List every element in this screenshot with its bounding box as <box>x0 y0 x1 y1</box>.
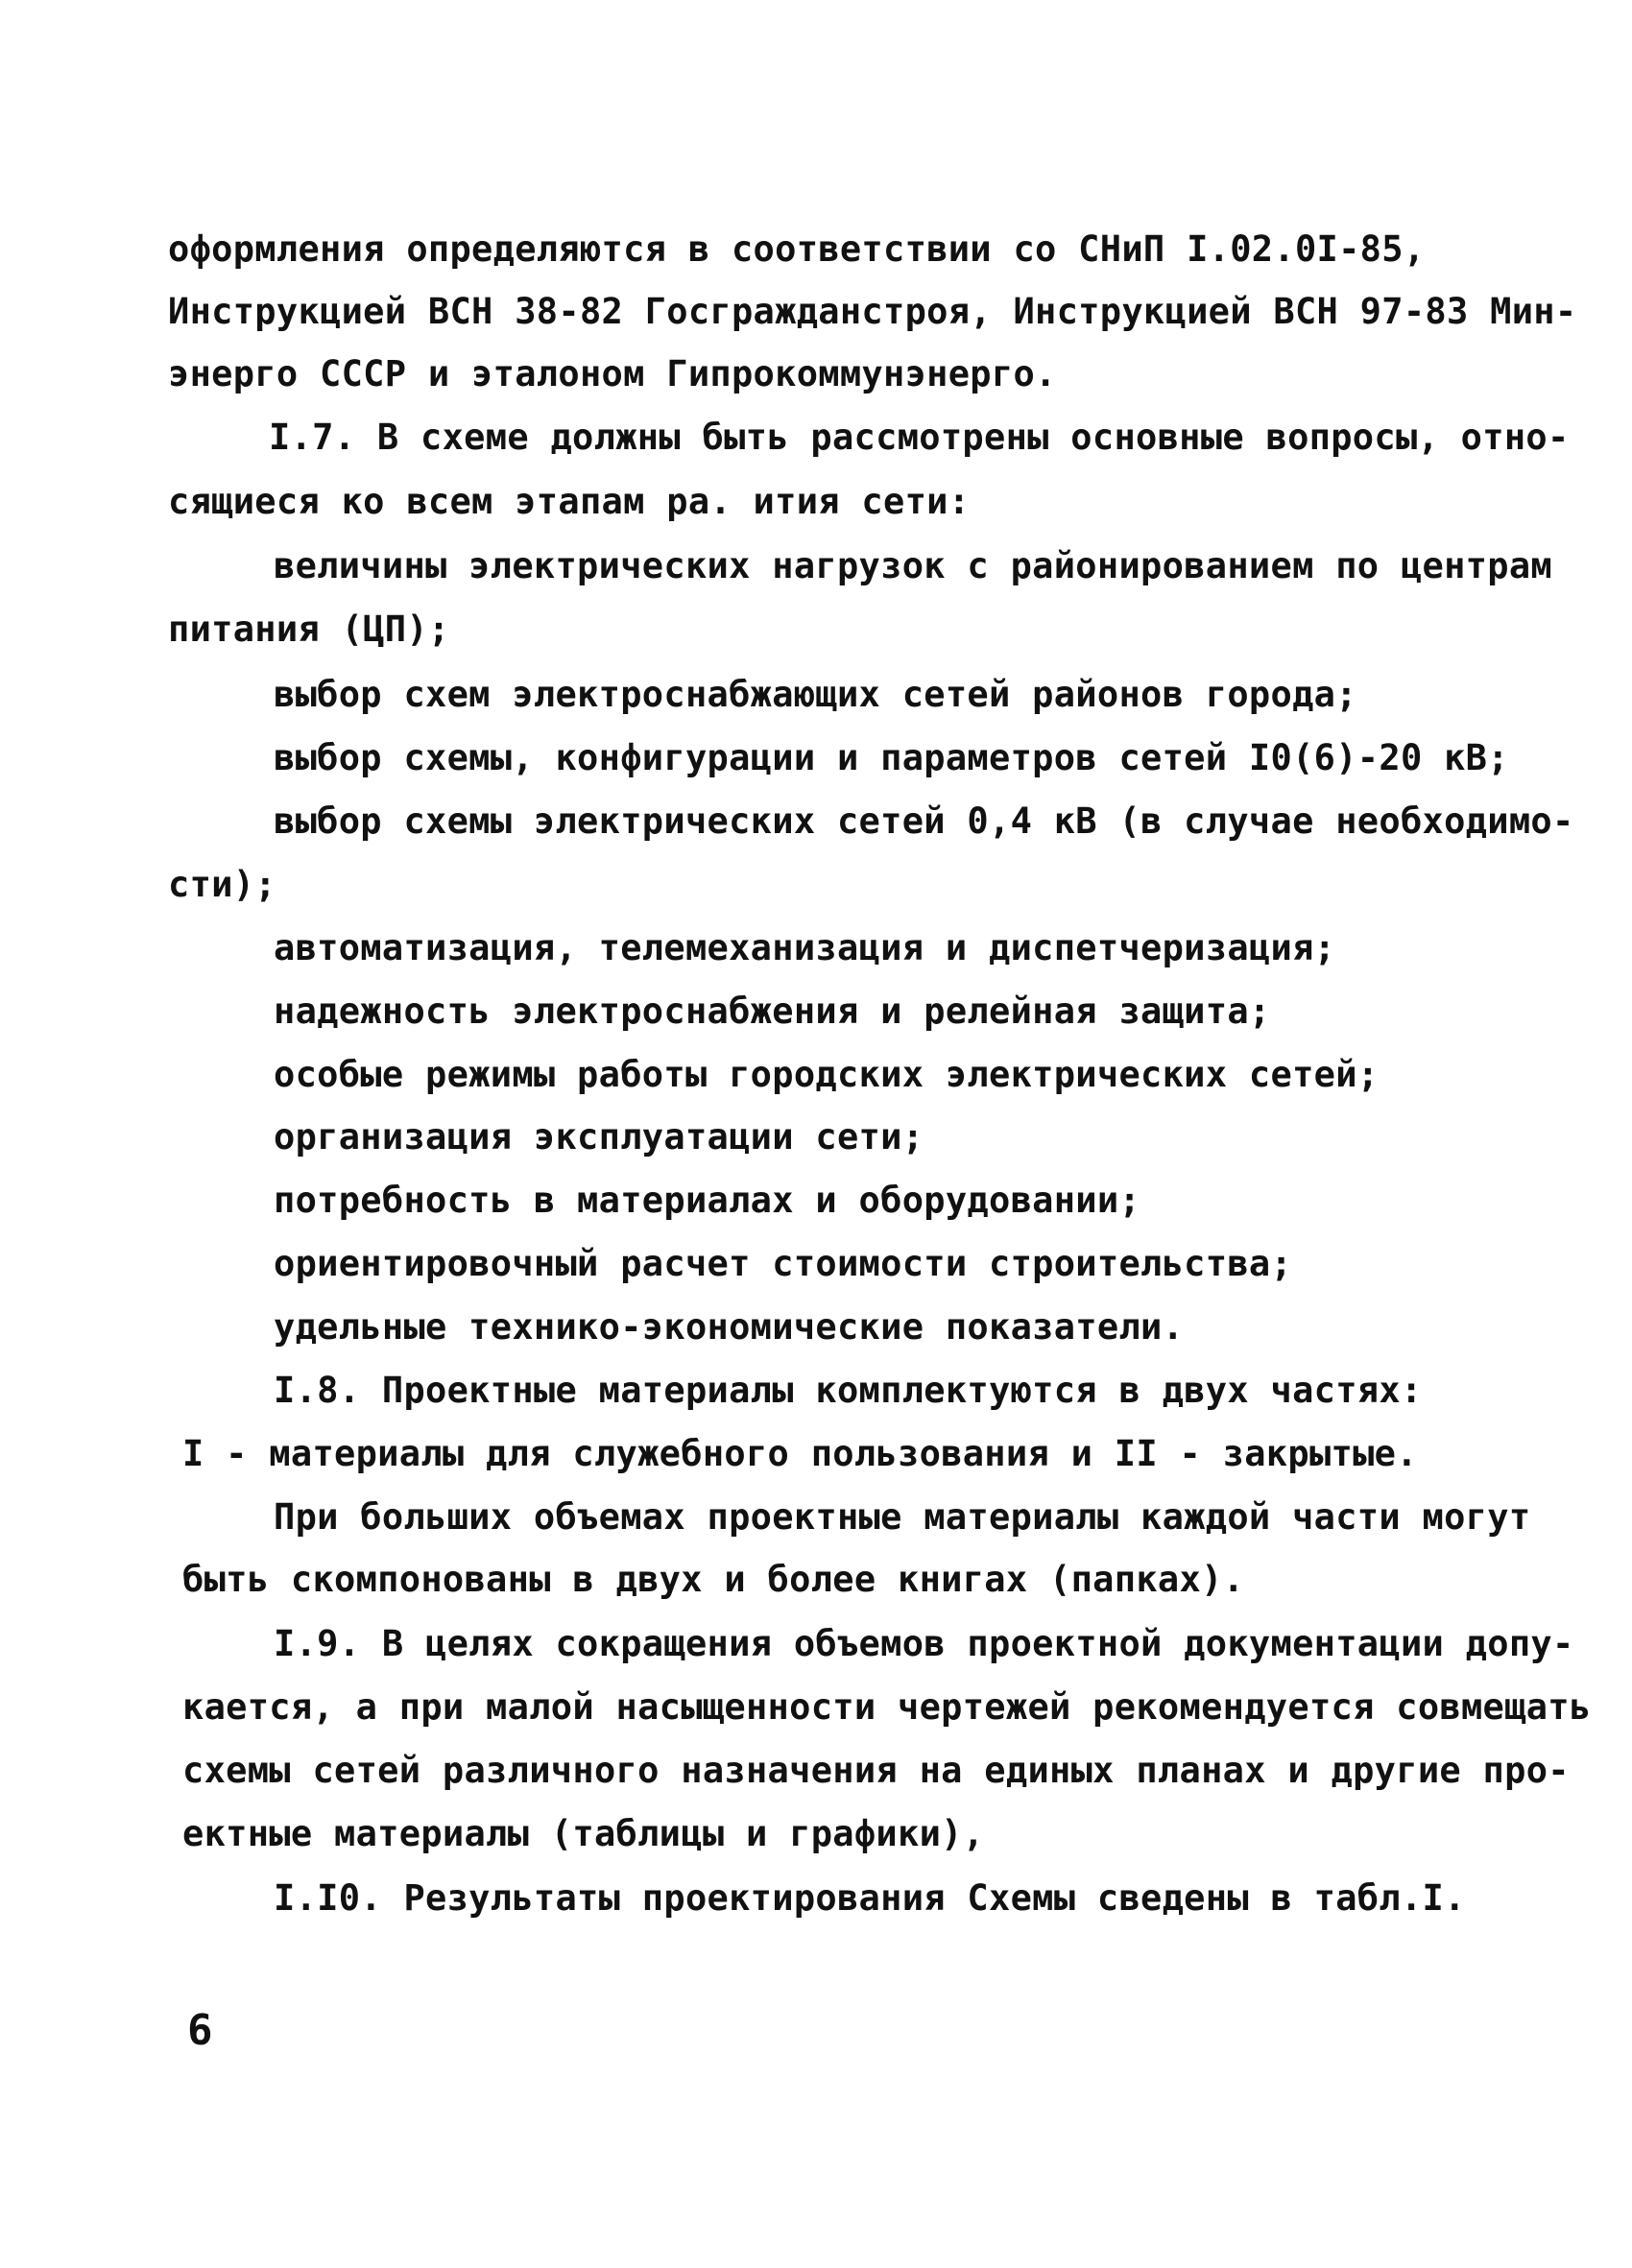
text-line: выбор схем электроснабжающих сетей районов города; <box>274 674 1357 715</box>
text-line: оформления определяются в соответствии со СНиП I.02.0I-85, <box>168 228 1426 270</box>
text-line: ектные материалы (таблицы и графики), <box>182 1813 985 1854</box>
text-line: особые режимы работы городских электрических сетей; <box>274 1054 1380 1095</box>
text-line: кается, а при малой насыщенности чертежей рекомендуется совмещать <box>182 1686 1592 1728</box>
text-line: I - материалы для служебного пользования и II - закрытые. <box>182 1433 1418 1474</box>
text-line: I.9. В целях сокращения объемов проектной документации допу- <box>274 1623 1574 1664</box>
text-line: питания (ЦП); <box>168 609 450 650</box>
text-line: I.7. В схеме должны быть рассмотрены основные вопросы, отно- <box>269 417 1570 458</box>
page-number: 6 <box>187 2006 213 2055</box>
text-line: потребность в материалах и оборудовании; <box>274 1180 1141 1221</box>
text-line: удельные технико-экономические показатели. <box>274 1306 1185 1348</box>
text-line: автоматизация, телемеханизация и диспетчеризация; <box>274 927 1336 968</box>
text-line: схемы сетей различного назначения на единых планах и другие про- <box>182 1750 1570 1791</box>
text-line: организация эксплуатации сети; <box>274 1116 924 1158</box>
text-line: I.8. Проектные материалы комплектуются в двух частях: <box>274 1370 1423 1411</box>
text-line: При больших объемах проектные материалы каждой части могут <box>274 1496 1531 1538</box>
text-line: сящиеся ко всем этапам ра. ития сети: <box>168 481 971 522</box>
text-line: надежность электроснабжения и релейная защита; <box>274 991 1271 1032</box>
text-line: Инструкцией ВСН 38-82 Госгражданстроя, Инструкцией ВСН 97-83 Мин- <box>168 291 1577 332</box>
text-line: ориентировочный расчет стоимости строительства; <box>274 1243 1293 1284</box>
text-line: I.I0. Результаты проектирования Схемы сведены в табл.I. <box>274 1877 1466 1919</box>
text-line: энерго СССР и эталоном Гипрокоммунэнерго. <box>168 353 1057 394</box>
text-line: сти); <box>168 864 276 905</box>
text-line: величины электрических нагрузок с районированием по центрам <box>274 545 1552 586</box>
text-line: быть скомпонованы в двух и более книгах (папках). <box>182 1559 1245 1600</box>
text-line: выбор схемы электрических сетей 0,4 кВ (в случае необходимо- <box>274 800 1574 842</box>
text-line: выбор схемы, конфигурации и параметров сетей I0(6)-20 кВ; <box>274 737 1509 778</box>
